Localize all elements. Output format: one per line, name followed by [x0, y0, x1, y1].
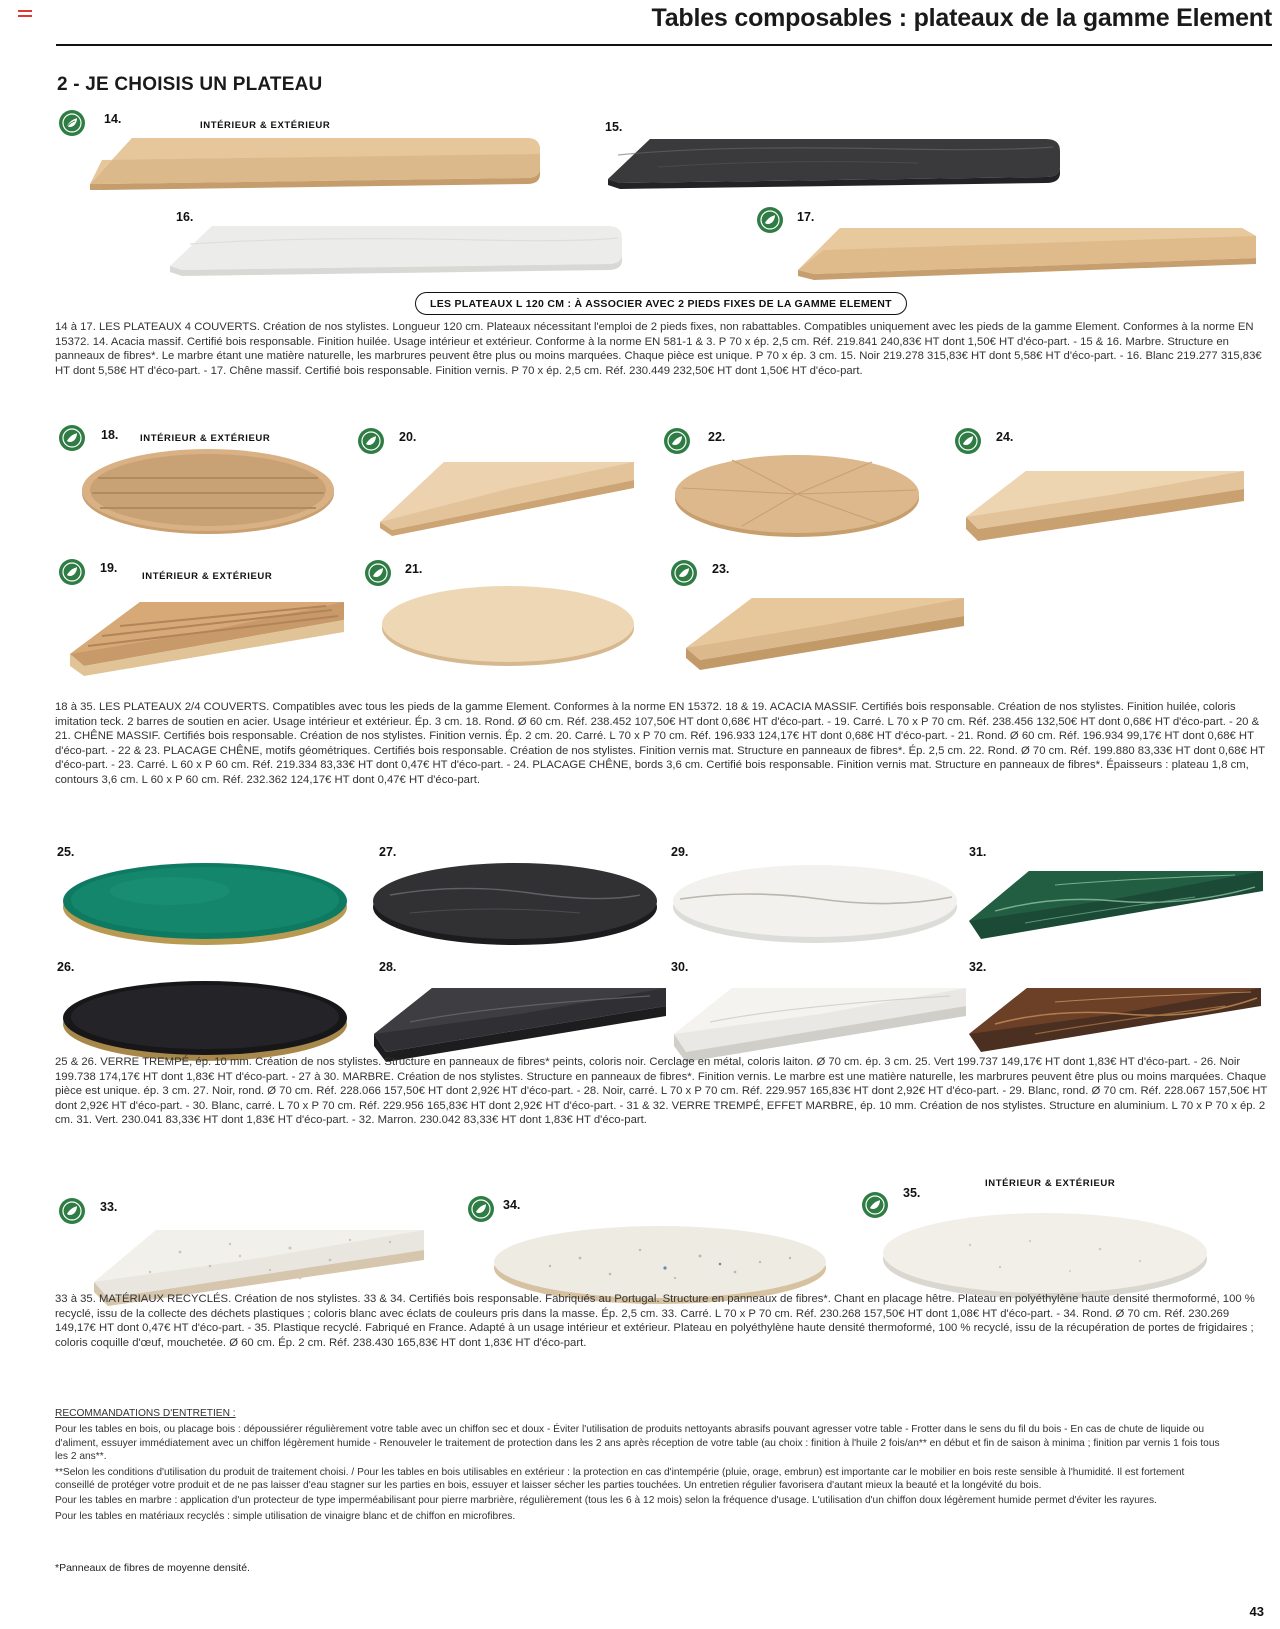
section-title: 2 - JE CHOISIS UN PLATEAU: [57, 74, 323, 95]
product-number-24: 24.: [996, 430, 1014, 444]
header-divider: [56, 44, 1272, 46]
product-image-22: [672, 450, 922, 540]
product-image-25: [60, 855, 350, 947]
product-number-17: 17.: [797, 210, 815, 224]
product-number-28: 28.: [379, 960, 397, 974]
product-number-34: 34.: [503, 1198, 521, 1212]
maintenance-line-3: Pour les tables en marbre : application d'un protecteur de type imperméabilisant pour pierre marbrière, régulièrement (tous les 6 à 12 mois) selon la fréquence d'usage. L'utilisation d'un chiffon doux légèrement humide permet d'éviter les rayures.: [55, 1495, 1157, 1507]
product-number-16: 16.: [176, 210, 194, 224]
usage-tag-19: INTÉRIEUR & EXTÉRIEUR: [142, 571, 273, 582]
maintenance-block: [55, 1407, 1225, 1523]
description-33-35: 33 à 35. MATÉRIAUX RECYCLÉS. Création de nos stylistes. 33 & 34. Certifiés bois responsable. Fabriqués au Portugal. Structure en panneaux de fibres*. Chant en placage hêtre. Plateau en polyéthylène haute densité thermoformé, 100 % recyclé, issu de la collecte des déchets plastiques ; coloris blanc avec éclats de couleurs pris dans la masse. Ép. 2,5 cm. 33. Carré. L 70 x P 70 cm. Réf. 230.268 157,50€ HT dont 1,08€ HT d'éco-part. - 34. Rond. Ø 70 cm. Réf. 230.269 149,17€ HT dont 0,47€ HT d'éco-part. - 35. Plastique recyclé. Fabriqué en France. Adapté à un usage intérieur et extérieur. Plateau en polyéthylène haute densité thermoformé, 100 % recyclé, issu de la récupération de portes de frigidaires ; coloris coquille d'œuf, mouchetée. Ø 60 cm. Ép. 2 cm. Réf. 238.430 165,83€ HT dont 1,83€ HT d'éco-part.: [55, 1293, 1255, 1349]
product-number-21: 21.: [405, 562, 423, 576]
product-number-30: 30.: [671, 960, 689, 974]
product-image-21: [378, 578, 638, 668]
product-number-32: 32.: [969, 960, 987, 974]
product-image-28: [370, 972, 670, 1064]
eco-label-icon-24: [955, 428, 981, 454]
product-number-18: 18.: [101, 428, 119, 442]
page-number: 43: [1249, 1604, 1264, 1619]
product-number-26: 26.: [57, 960, 75, 974]
maintenance-line-2: **Selon les conditions d'utilisation du produit de traitement choisi. / Pour les tables en bois utilisables en extérieur : la protection en cas d'intempérie (pluie, orage, embrun) est importante car le mobilier en bois reste sensible à l'humidité. Il est fortement conseillé de protéger votre produit et de ne pas laisser d'eau stagner sur les parties en bois, essuyer et laisser sécher les parties touchées. Un entretien régulier favorisera d'autant mieux la beauté et la longévité du bois.: [55, 1466, 1185, 1492]
product-image-14: [72, 130, 542, 196]
product-number-31: 31.: [969, 845, 987, 859]
product-image-20: [372, 450, 642, 540]
product-number-23: 23.: [712, 562, 730, 576]
product-image-26: [60, 970, 350, 1062]
product-image-27: [370, 855, 660, 947]
usage-tag-18: INTÉRIEUR & EXTÉRIEUR: [140, 433, 271, 444]
product-image-30: [670, 972, 970, 1064]
product-number-22: 22.: [708, 430, 726, 444]
product-image-15: [598, 133, 1068, 197]
product-image-23: [680, 580, 970, 672]
product-number-14: 14.: [104, 112, 122, 126]
eco-label-icon-33: [59, 1198, 85, 1224]
logo-mark-icon: [18, 10, 32, 24]
banner-plateaux-120: LES PLATEAUX L 120 CM : À ASSOCIER AVEC 2 PIEDS FIXES DE LA GAMME ELEMENT: [415, 292, 907, 315]
product-number-29: 29.: [671, 845, 689, 859]
product-image-18: [78, 448, 338, 538]
product-image-19: [62, 588, 352, 678]
product-number-20: 20.: [399, 430, 417, 444]
eco-label-icon-17: [757, 207, 783, 233]
product-number-15: 15.: [605, 120, 623, 134]
eco-label-icon-19: [59, 559, 85, 585]
product-image-31: [965, 855, 1265, 947]
usage-tag-35: INTÉRIEUR & EXTÉRIEUR: [985, 1178, 1116, 1189]
product-number-19: 19.: [100, 561, 118, 575]
maintenance-line-4: Pour les tables en matériaux recyclés : simple utilisation de vinaigre blanc et de chiffon en microfibres.: [55, 1510, 516, 1522]
description-18-24: 18 à 35. LES PLATEAUX 2/4 COUVERTS. Compatibles avec tous les pieds de la gamme Element. Conformes à la norme EN 15372. 18 & 19. ACACIA MASSIF. Certifiés bois responsable. Création de nos stylistes. Finition huilée, coloris imitation teck. 2 barres de soutien en acier. Usage intérieur et extérieur. Ép. 3 cm. 18. Rond. Ø 60 cm. Réf. 238.452 107,50€ HT dont 0,68€ HT d'éco-part. - 19. Carré. L 70 x P 70 cm. Réf. 238.456 132,50€ HT dont 0,68€ HT d'éco-part. - 20 & 21. CHÊNE MASSIF. Certifiés bois responsable. Création de nos stylistes. Finition vernis. Ép. 2 cm. 20. Carré. L 70 x P 70 cm. Réf. 196.933 124,17€ HT dont 0,68€ HT d'éco-part. - 21. Rond. Ø 60 cm. Réf. 196.934 99,17€ HT dont 0,68€ HT d'éco-part. - 22 & 23. PLACAGE CHÊNE, motifs géométriques. Certifiés bois responsable. Création de nos stylistes. Finition vernis mat. Structure en panneaux de fibres*. Ép. 2,5 cm. 22. Rond. Ø 70 cm. Réf. 199.880 83,33€ HT dont 0,68€ HT d'éco-part. - 23. Carré. L 60 x P 60 cm. Réf. 219.334 83,33€ HT dont 0,47€ HT d'éco-part. - 24. PLACAGE CHÊNE, bords 3,6 cm. Certifié bois responsable. Finition vernis mat. Structure en panneaux de fibres*. Épaisseurs : plateau 1,8 cm, contours 3,6 cm. L 60 x P 60 cm. Réf. 232.362 124,17€ HT dont 0,47€ HT d'éco-part.: [55, 701, 1265, 786]
description-25-32: 25 & 26. VERRE TREMPÉ, ép. 10 mm. Création de nos stylistes. Structure en panneaux de fibres* peints, coloris noir. Cerclage en métal, coloris laiton. Ø 70 cm. ép. 3 cm. 25. Vert 199.737 149,17€ HT dont 1,83€ HT d'éco-part. - 26. Noir 199.738 174,17€ HT dont 1,83€ HT d'éco-part. - 27 à 30. MARBRE. Création de nos stylistes. Structure en panneaux de fibres*. Finition vernis. Le marbre est une matière naturelle, les marbrures peuvent être plus ou moins marquées. Chaque pièce est unique. ép. 3 cm. 27. Noir, rond. Ø 70 cm. Réf. 228.066 157,50€ HT dont 2,92€ HT d'éco-part. - 28. Noir, carré. L 70 x P 70 cm. Réf. 229.957 165,83€ HT dont 2,92€ HT d'éco-part. - 29. Blanc, rond. Ø 70 cm. Réf. 228.067 157,50€ HT dont 2,92€ HT d'éco-part. - 30. Blanc, carré. L 70 x P 70 cm. Réf. 229.956 165,83€ HT dont 2,92€ HT d'éco-part. - 31 & 32. VERRE TREMPÉ, EFFET MARBRE, ép. 10 mm. Création de nos stylistes. Structure en aluminium. L 70 x P 70 x ép. 2 cm. 31. Vert. 230.041 83,33€ HT dont 1,83€ HT d'éco-part. - 32. Marron. 230.042 83,33€ HT dont 1,83€ HT d'éco-part.: [55, 1056, 1268, 1127]
product-image-16: [160, 220, 630, 284]
product-number-27: 27.: [379, 845, 397, 859]
product-image-17: [790, 222, 1260, 286]
product-image-29: [670, 855, 960, 947]
product-image-32: [965, 972, 1265, 1064]
product-number-35: 35.: [903, 1186, 921, 1200]
product-image-35: [880, 1205, 1210, 1300]
description-14-17: 14 à 17. LES PLATEAUX 4 COUVERTS. Création de nos stylistes. Longueur 120 cm. Plateaux nécessitant l'emploi de 2 pieds fixes, non rabattables. Compatibles uniquement avec les pieds de la gamme Element. Conformes à la norme EN 15372. 14. Acacia massif. Certifié bois responsable. Finition huilée. Usage intérieur et extérieur. Conforme à la norme EN 581-1 & 3. P 70 x ép. 2,5 cm. Réf. 219.841 240,83€ HT dont 1,50€ HT d'éco-part. - 15 & 16. Marbre. Structure en panneaux de fibres*. Le marbre étant une matière naturelle, les marbrures peuvent être plus ou moins marquées. Chaque pièce est unique. P 70 x ép. 3 cm. 15. Noir 219.278 315,83€ HT dont 5,58€ HT d'éco-part. - 16. Blanc 219.277 315,83€ HT dont 5,58€ HT d'éco-part. - 17. Chêne massif. Certifié bois responsable. Finition vernis. P 70 x ép. 2,5 cm. Réf. 230.449 232,50€ HT dont 1,50€ HT d'éco-part.: [55, 321, 1262, 377]
usage-tag-14: INTÉRIEUR & EXTÉRIEUR: [200, 120, 331, 131]
product-number-33: 33.: [100, 1200, 118, 1214]
page-title: Tables composables : plateaux de la gamme Element: [651, 4, 1272, 32]
maintenance-title: RECOMMANDATIONS D'ENTRETIEN :: [55, 1408, 236, 1419]
maintenance-line-1: Pour les tables en bois, ou placage bois : dépoussiérer régulièrement votre table avec un chiffon sec et doux - Éviter l'utilisation de produits nettoyants abrasifs pouvant agresser votre table - Frotter dans le sens du fil du bois - En cas de chute de liquide ou d'aliment, essuyer immédiatement avec un chiffon légèrement humide - Renouveler le traitement de protection dans les 2 ans après réception de votre table (au choix : finition à l'huile 2 fois/an** en début et fin de saison à minima ; finition par vernis 1 fois tous les 2 ans**.: [55, 1424, 1220, 1463]
page-header: [0, 0, 1280, 52]
footnote-fibre-panels: *Panneaux de fibres de moyenne densité.: [55, 1562, 250, 1574]
product-image-24: [960, 455, 1250, 545]
product-number-25: 25.: [57, 845, 75, 859]
